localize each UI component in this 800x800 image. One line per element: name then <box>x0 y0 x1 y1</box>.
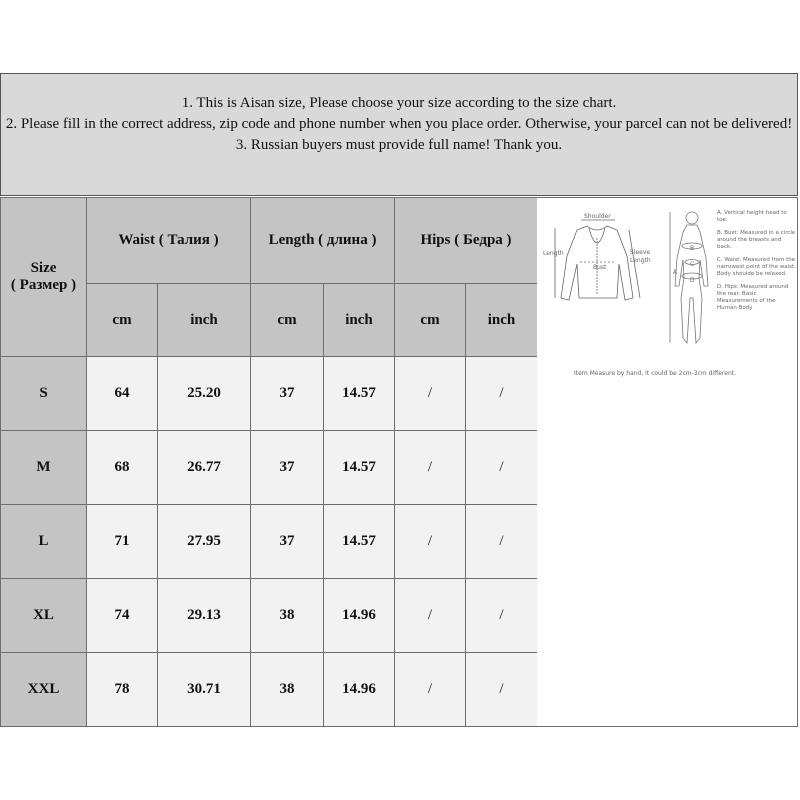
notice-line-2: 2. Please fill in the correct address, zip code and phone number when you place order. Otherwise, your parcel can not be delivered! <box>5 116 793 132</box>
note-c: C. Waist: Measured from the narrowest point of the waist. Body shoulde be relaxed. <box>717 257 796 277</box>
notice-line-1: 1. This is Aisan size, Please choose your size according to the size chart. <box>181 95 617 111</box>
sleeve-length-label: Length <box>630 257 651 264</box>
table-cell: 68 <box>87 431 158 505</box>
measurement-diagram <box>537 197 798 727</box>
table-cell: / <box>466 579 538 653</box>
marker-d: D <box>690 277 695 284</box>
table-cell: 38 <box>251 579 324 653</box>
table-cell: / <box>395 653 466 727</box>
size-label: S <box>1 357 87 431</box>
table-cell: 14.96 <box>324 653 395 727</box>
table-cell: 71 <box>87 505 158 579</box>
measurement-illustration <box>537 198 797 727</box>
shoulder-label: Shoulder <box>584 213 611 220</box>
marker-c: C <box>690 261 695 268</box>
unit-header: inch <box>466 284 538 357</box>
table-cell: / <box>395 357 466 431</box>
table-cell: 30.71 <box>158 653 251 727</box>
table-row <box>1 431 538 505</box>
body-figure <box>670 212 708 343</box>
length-header: Length ( длина ) <box>251 198 395 284</box>
waist-header: Waist ( Талия ) <box>87 198 251 284</box>
table-cell: 14.57 <box>324 505 395 579</box>
table-cell: 14.57 <box>324 357 395 431</box>
table-cell: / <box>395 579 466 653</box>
table-cell: 64 <box>87 357 158 431</box>
note-b: B. Bust: Measured in a circle around the breasts and back. <box>717 230 796 250</box>
table-cell: 37 <box>251 431 324 505</box>
table-cell: 26.77 <box>158 431 251 505</box>
size-header: Size ( Размер ) <box>1 198 87 357</box>
jacket-sketch <box>555 220 640 300</box>
unit-header: inch <box>324 284 395 357</box>
table-cell: 25.20 <box>158 357 251 431</box>
table-cell: 37 <box>251 357 324 431</box>
footnote: Item Measure by hand, it could be 2cm-3cm different. <box>574 370 737 377</box>
table-row <box>1 579 538 653</box>
unit-header: cm <box>395 284 466 357</box>
unit-header: inch <box>158 284 251 357</box>
table-row <box>1 653 538 727</box>
table-cell: 29.13 <box>158 579 251 653</box>
note-d: D. Hips: Measured around the rear. Basic Measurements of the Human Body <box>717 284 789 311</box>
table-cell: 74 <box>87 579 158 653</box>
size-label: L <box>1 505 87 579</box>
hips-header: Hips ( Бедра ) <box>395 198 538 284</box>
unit-header: cm <box>251 284 324 357</box>
table-cell: / <box>466 357 538 431</box>
table-cell: / <box>395 505 466 579</box>
bust-label: Bust <box>593 264 607 271</box>
size-label: XL <box>1 579 87 653</box>
table-cell: 27.95 <box>158 505 251 579</box>
table-cell: 37 <box>251 505 324 579</box>
table-cell: / <box>466 431 538 505</box>
notice-banner <box>0 73 798 196</box>
size-chart-table <box>0 197 538 727</box>
marker-a: A <box>673 269 678 276</box>
table-cell: 78 <box>87 653 158 727</box>
sleeve-label: Sleeve <box>630 249 651 256</box>
table-cell: 14.96 <box>324 579 395 653</box>
table-cell: 14.57 <box>324 431 395 505</box>
unit-header: cm <box>87 284 158 357</box>
length-label: Length <box>543 250 564 257</box>
notice-line-3: 3. Russian buyers must provide full name! Thank you. <box>235 137 563 153</box>
table-cell: 38 <box>251 653 324 727</box>
marker-b: B <box>690 245 695 252</box>
table-cell: / <box>466 505 538 579</box>
note-a: A. Vertical height head to toe. <box>717 210 787 223</box>
size-label: M <box>1 431 87 505</box>
table-cell: / <box>395 431 466 505</box>
table-row <box>1 357 538 431</box>
table-cell: / <box>466 653 538 727</box>
table-row <box>1 505 538 579</box>
size-label: XXL <box>1 653 87 727</box>
